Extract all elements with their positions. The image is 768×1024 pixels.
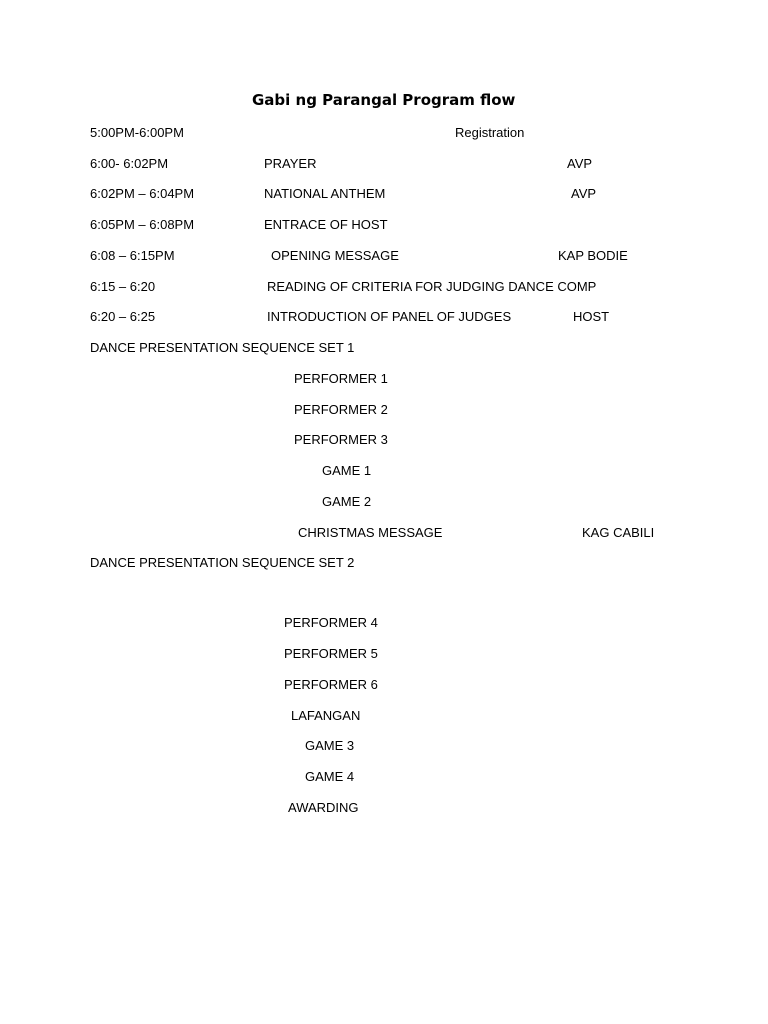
schedule-activity: READING OF CRITERIA FOR JUDGING DANCE COMP	[267, 279, 597, 294]
schedule-time: 6:08 – 6:15PM	[90, 248, 175, 263]
set2-item: PERFORMER 4	[284, 615, 378, 630]
set1-heading: DANCE PRESENTATION SEQUENCE SET 1	[90, 340, 355, 355]
schedule-time: 5:00PM-6:00PM	[90, 125, 184, 140]
set1-item: PERFORMER 1	[294, 371, 388, 386]
set1-item: GAME 2	[322, 494, 372, 509]
schedule-activity: OPENING MESSAGE	[271, 248, 399, 263]
set2-item: GAME 4	[305, 769, 355, 784]
schedule-assigned: HOST	[573, 309, 610, 324]
set1-item: GAME 1	[322, 463, 372, 478]
set2-item: GAME 3	[305, 738, 355, 753]
schedule-assigned: AVP	[571, 186, 597, 201]
schedule-assigned: KAP BODIE	[558, 248, 628, 263]
set2-item: LAFANGAN	[291, 708, 361, 723]
set1-item: PERFORMER 2	[294, 402, 388, 417]
schedule-time: 6:05PM – 6:08PM	[90, 217, 195, 232]
schedule-time: 6:20 – 6:25	[90, 309, 156, 324]
document-title: Gabi ng Parangal Program flow	[252, 91, 516, 109]
set1-item: CHRISTMAS MESSAGE	[298, 525, 443, 540]
schedule-activity: INTRODUCTION OF PANEL OF JUDGES	[267, 309, 512, 324]
schedule-activity: ENTRACE OF HOST	[264, 217, 388, 232]
set1-assigned: KAG CABILI	[582, 525, 655, 540]
schedule-assigned: AVP	[567, 156, 593, 171]
set2-heading: DANCE PRESENTATION SEQUENCE SET 2	[90, 555, 355, 570]
schedule-time: 6:15 – 6:20	[90, 279, 156, 294]
schedule-activity: NATIONAL ANTHEM	[264, 186, 386, 201]
set2-item: AWARDING	[288, 800, 359, 815]
schedule-activity: Registration	[455, 125, 525, 140]
schedule-time: 6:00- 6:02PM	[90, 156, 169, 171]
set2-item: PERFORMER 6	[284, 677, 378, 692]
schedule-activity: PRAYER	[264, 156, 317, 171]
set1-item: PERFORMER 3	[294, 432, 388, 447]
set2-item: PERFORMER 5	[284, 646, 378, 661]
schedule-time: 6:02PM – 6:04PM	[90, 186, 195, 201]
